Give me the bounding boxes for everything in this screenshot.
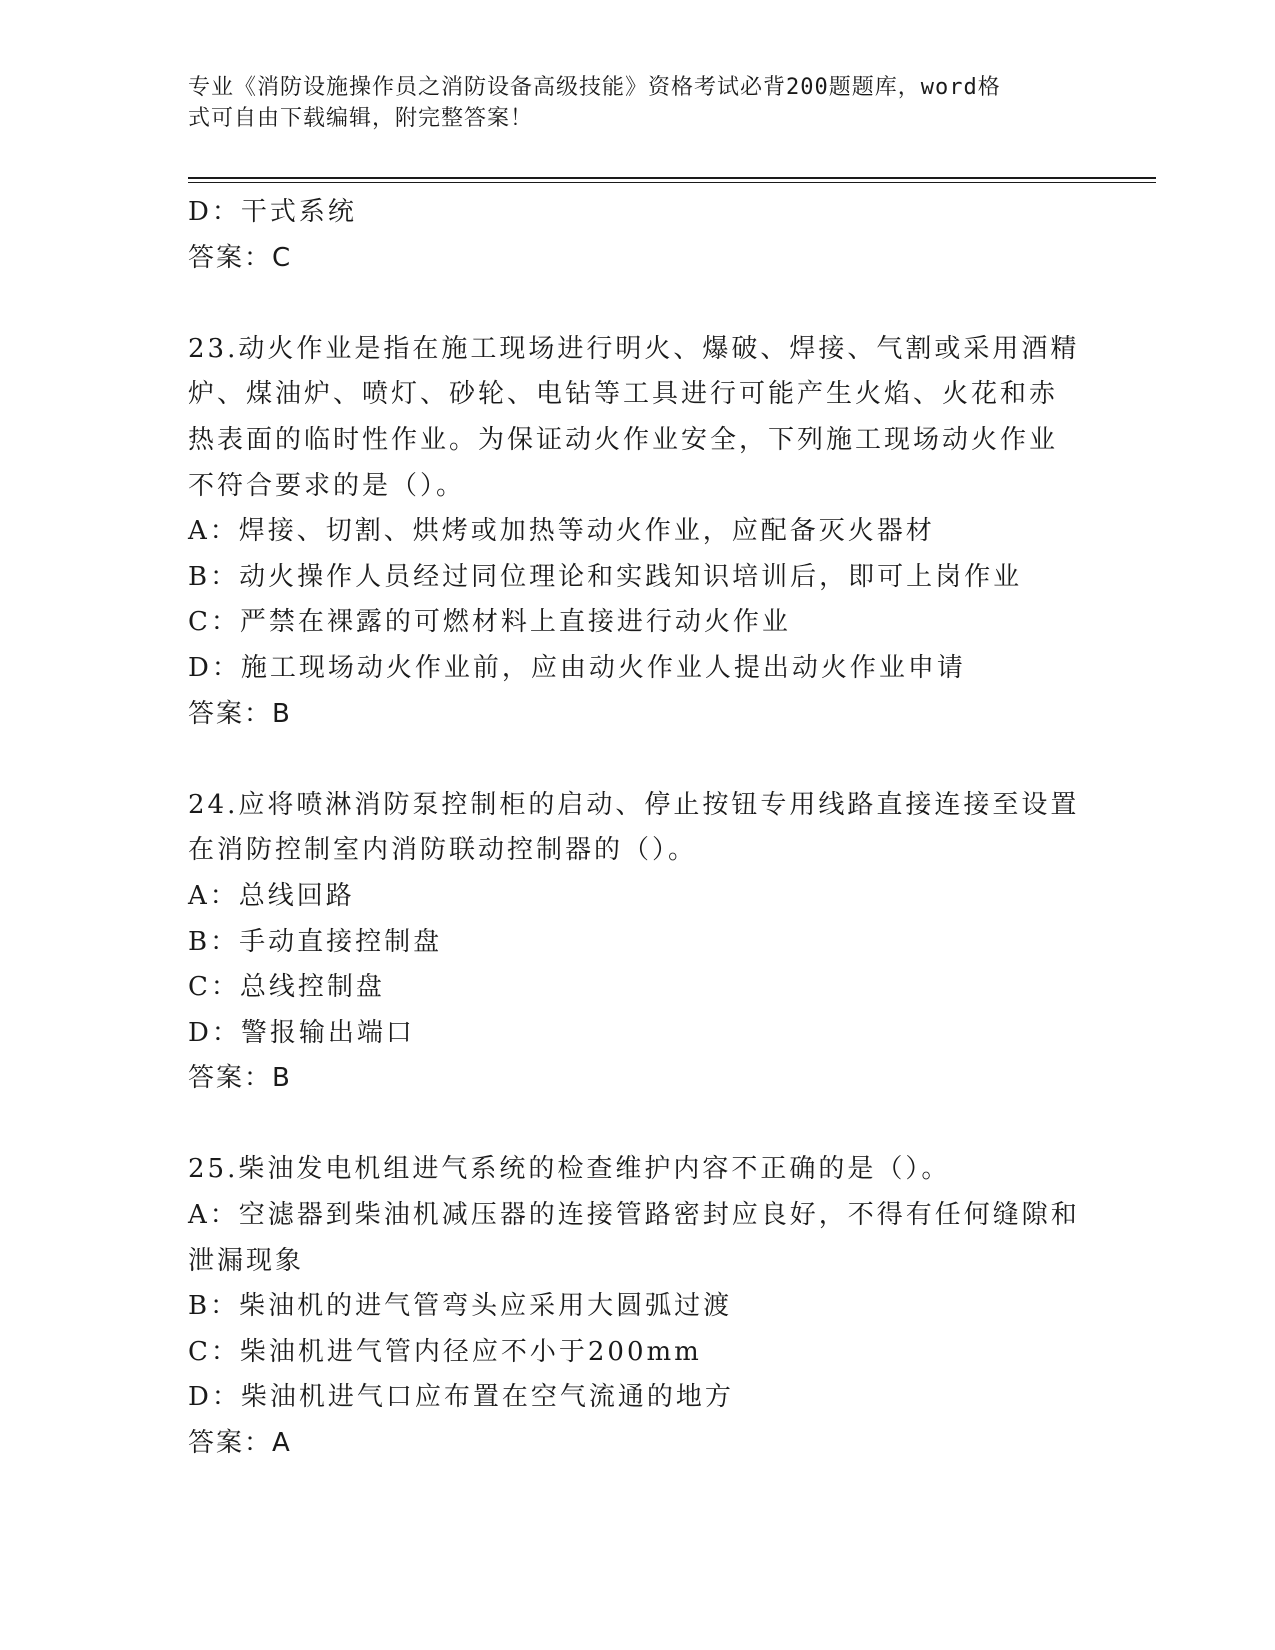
question-25 xyxy=(188,1147,1088,1466)
question-stem-line: 不符合要求的是（）。 xyxy=(188,470,466,501)
answer-line: 答案：B xyxy=(188,1063,292,1094)
document-body xyxy=(188,190,1088,1467)
option-d: D：警报输出端口 xyxy=(188,1017,415,1048)
spacer xyxy=(188,1102,1088,1148)
option-c: C：柴油机进气管内径应不小于200mm xyxy=(188,1336,702,1367)
question-23 xyxy=(188,327,1088,737)
option-a: A：空滤器到柴油机减压器的连接管路密封应良好，不得有任何缝隙和 xyxy=(188,1200,1080,1231)
option-b: B：动火操作人员经过同位理论和实践知识培训后，即可上岗作业 xyxy=(188,561,1023,592)
spacer xyxy=(188,281,1088,327)
option-b: B：手动直接控制盘 xyxy=(188,926,443,957)
question-stem-line: 热表面的临时性作业。为保证动火作业安全，下列施工现场动火作业 xyxy=(188,424,1059,455)
question-24 xyxy=(188,783,1088,1102)
question-stem-line: 炉、煤油炉、喷灯、砂轮、电钻等工具进行可能产生火焰、火花和赤 xyxy=(188,379,1059,410)
answer-line: 答案：A xyxy=(188,1428,292,1459)
option-d: D：干式系统 xyxy=(188,197,357,227)
header-rule-thin xyxy=(188,182,1156,183)
option-a: A：焊接、切割、烘烤或加热等动火作业，应配备灭火器材 xyxy=(188,516,935,547)
question-stem-line: 24.应将喷淋消防泵控制柜的启动、停止按钮专用线路直接连接至设置 xyxy=(188,789,1080,820)
question-stem-line: 23.动火作业是指在施工现场进行明火、爆破、焊接、气割或采用酒精 xyxy=(188,333,1080,364)
option-d: D：施工现场动火作业前，应由动火作业人提出动火作业申请 xyxy=(188,652,966,683)
question-stem-line: 25.柴油发电机组进气系统的检查维护内容不正确的是（）。 xyxy=(188,1154,951,1185)
spacer xyxy=(188,737,1088,783)
option-a: A：总线回路 xyxy=(188,880,355,911)
header-rule-thick xyxy=(188,177,1156,179)
option-b: B：柴油机的进气管弯头应采用大圆弧过渡 xyxy=(188,1291,733,1322)
option-c: C：严禁在裸露的可燃材料上直接进行动火作业 xyxy=(188,607,791,638)
document-header xyxy=(188,72,1068,134)
answer-line: 答案：B xyxy=(188,698,292,729)
answer-line: 答案：C xyxy=(188,242,293,273)
option-d: D：柴油机进气口应布置在空气流通的地方 xyxy=(188,1382,734,1413)
header-line-2: 式可自由下载编辑，附完整答案！ xyxy=(188,106,534,131)
option-a-continued: 泄漏现象 xyxy=(188,1245,305,1276)
previous-question-tail xyxy=(188,190,1088,281)
header-line-1: 专业《消防设施操作员之消防设备高级技能》资格考试必背200题题库，word格 xyxy=(188,75,1001,100)
question-stem-line: 在消防控制室内消防联动控制器的（）。 xyxy=(188,835,698,866)
option-c: C：总线控制盘 xyxy=(188,972,385,1003)
